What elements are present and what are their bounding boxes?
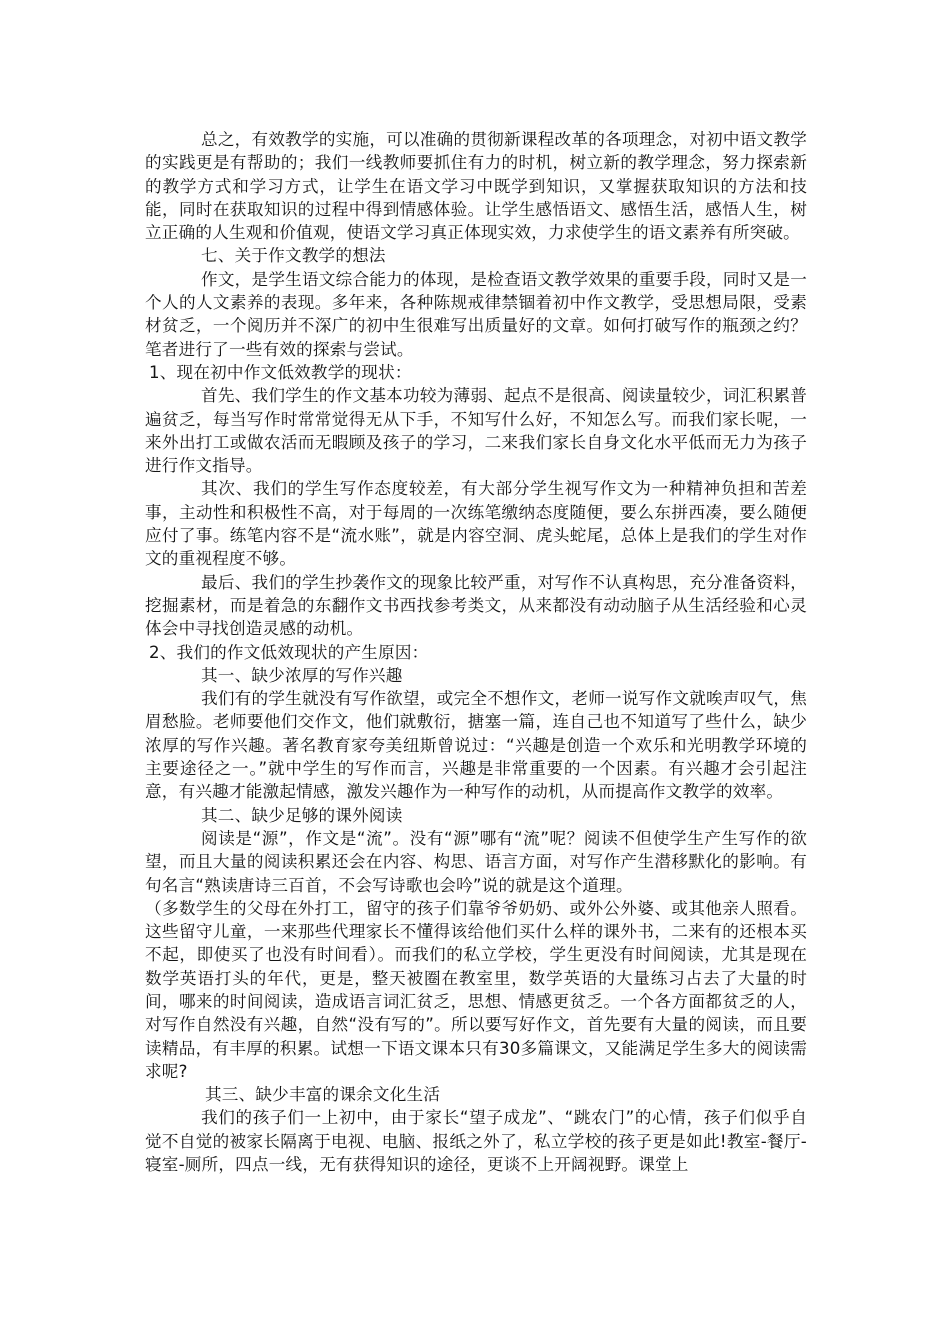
paragraph-interest: 我们有的学生就没有写作欲望，或完全不想作文，老师一说写作文就唉声叹气，焦眉愁脸。老师要他们交作文，他们就敷衍，搪塞一篇，连自己也不知道写了些什么，缺少浓厚的写作兴趣。著名教育家夸美纽斯曾说过：“兴趣是创造一个欢乐和光明教学环境的主要途径之一。”就中学生的写作而言，兴趣是非常重要的一个因素。有兴趣才会引起注意，有兴趣才能激起情感，激发兴趣作为一种写作的动机，从而提高作文教学的效率。 xyxy=(145,689,807,802)
subheading-causes: 2、我们的作文低效现状的产生原因： xyxy=(149,642,429,662)
paragraph-cultural-life: 我们的孩子们一上初中，由于家长“望子成龙”、“跳农门”的心情，孩子们似乎自觉不自觉的被家长隔离于电视、电脑、报纸之外了，私立学校的孩子更是如此!教室-餐厅-寝室-厕所，四点一线，无有获得知识的途径，更谈不上开阔视野。课堂上 xyxy=(145,1108,807,1175)
paragraph-second: 其次、我们的学生写作态度较差，有大部分学生视写作文为一种精神负担和苦差事，主动性和积极性不高，对于每周的一次练笔缴纳态度随便，要么东拼西凑，要么随便应付了事。练笔内容不是“流水账”，就是内容空洞、虎头蛇尾，总体上是我们的学生对作文的重视程度不够。 xyxy=(145,479,807,569)
section-heading-7: 七、关于作文教学的想法 xyxy=(201,246,386,266)
paragraph-last: 最后、我们的学生抄袭作文的现象比较严重，对写作不认真构思，充分准备资料，挖掘素材，而是着急的东翻作文书西找参考类文，从来都没有动动脑子从生活经验和心灵体会中寻找创造灵感的动机。 xyxy=(145,572,807,639)
paragraph-summary: 总之，有效教学的实施，可以准确的贯彻新课程改革的各项理念，对初中语文教学的实践更是有帮助的；我们一线教师要抓住有力的时机，树立新的教学理念，努力探索新的教学方式和学习方式，让学生在语文学习中既学到知识，又掌握获取知识的方法和技能，同时在获取知识的过程中得到情感体验。让学生感悟语文、感悟生活，感悟人生，树立正确的人生观和价值观，使语文学习真正体现实效，力求使学生的语文素养有所突破。 xyxy=(145,130,807,243)
document-body xyxy=(145,128,807,1176)
cause-heading-2: 其二、缺少足够的课外阅读 xyxy=(201,805,403,825)
cause-heading-3: 其三、缺少丰富的课余文化生活 xyxy=(205,1085,441,1105)
paragraph-first: 首先、我们学生的作文基本功较为薄弱、起点不是很高、阅读量较少，词汇积累普遍贫乏，每当写作时常常觉得无从下手，不知写什么好，不知怎么写。而我们家长呢，一来外出打工或做农活而无暇顾及孩子的学习，二来我们家长自身文化水平低而无力为孩子进行作文指导。 xyxy=(145,386,807,476)
cause-heading-1: 其一、缺少浓厚的写作兴趣 xyxy=(201,665,403,685)
subheading-current-status: 1、现在初中作文低效教学的现状： xyxy=(149,362,412,382)
paragraph-reading: 阅读是“源”，作文是“流”。没有“源”哪有“流”呢？阅读不但使学生产生写作的欲望，而且大量的阅读积累还会在内容、构思、语言方面，对写作产生潜移默化的影响。有句名言“熟读唐诗三百首，不会写诗歌也会吟”说的就是这个道理。 xyxy=(145,828,807,895)
paragraph-left-behind-children: （多数学生的父母在外打工，留守的孩子们靠爷爷奶奶、或外公外婆、或其他亲人照看。这些留守儿童，一来那些代理家长不懂得该给他们买什么样的课外书，二来有的还根本买不起，即使买了也没有时间看）。而我们的私立学校，学生更没有时间阅读，尤其是现在数学英语打头的年代，更是，整天被圈在教室里，数学英语的大量练习占去了大量的时间，哪来的时间阅读，造成语言词汇贫乏，思想、情感更贫乏。一个各方面都贫乏的人，对写作自然没有兴趣，自然“没有写的”。所以要写好作文，首先要有大量的阅读，而且要读精品，有丰厚的积累。试想一下语文课本只有30多篇课文，又能满足学生多大的阅读需求呢? xyxy=(145,898,807,1081)
paragraph-composition-intro: 作文，是学生语文综合能力的体现，是检查语文教学效果的重要手段，同时又是一个人的人文素养的表现。多年来，各种陈规戒律禁锢着初中作文教学，受思想局限，受素材贫乏，一个阅历并不深广的初中生很难写出质量好的文章。如何打破写作的瓶颈之约？笔者进行了一些有效的探索与尝试。 xyxy=(145,269,807,359)
